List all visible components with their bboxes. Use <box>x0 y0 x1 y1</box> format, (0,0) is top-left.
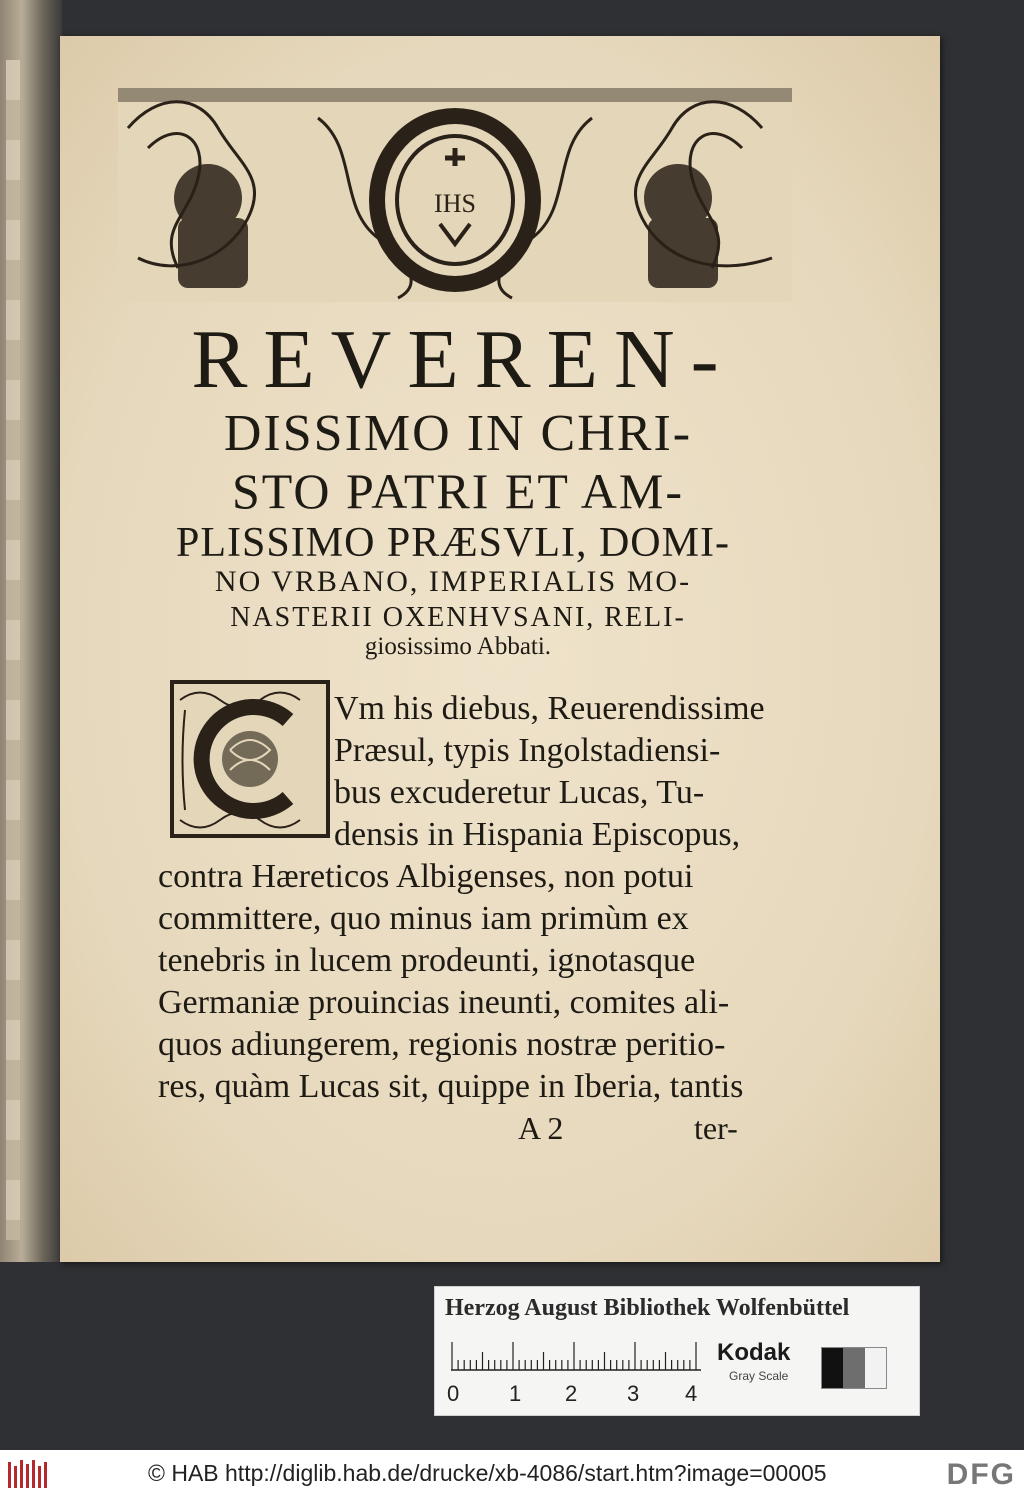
title-line-1: REVEREN- <box>191 313 735 406</box>
book-binding-edge <box>0 0 62 1262</box>
swatch-white <box>865 1348 886 1388</box>
ruler-number-3: 3 <box>627 1381 640 1406</box>
kodak-logo: Kodak <box>717 1339 791 1366</box>
signature-mark: A 2 <box>518 1110 564 1146</box>
body-line-3: bus excuderetur Lucas, Tu- <box>334 774 705 811</box>
hab-logo-icon <box>6 1458 48 1492</box>
ihs-monogram: IHS <box>434 189 476 218</box>
body-line-8: Germaniæ prouincias ineunti, comites ali- <box>158 984 730 1021</box>
footer-bar <box>0 1450 1024 1501</box>
ruler-number-4: 4 <box>685 1381 698 1406</box>
title-line-7: giosissimo Abbati. <box>364 633 552 660</box>
ruler-number-2: 2 <box>565 1381 578 1406</box>
title-line-6: NASTERII OXENHVSANI, RELI- <box>230 602 686 633</box>
footer-credit-link[interactable]: © HAB http://diglib.hab.de/drucke/xb-4086/start.htm?image=00005 <box>148 1460 827 1486</box>
body-line-10: res, quàm Lucas sit, quippe in Iberia, tantis <box>158 1068 744 1105</box>
library-name: Herzog August Bibliothek Wolfenbüttel <box>445 1295 850 1321</box>
body-line-1: Vm his diebus, Reuerendissime <box>334 690 765 727</box>
dfg-logo: DFG <box>946 1458 1016 1491</box>
body-line-6: committere, quo minus iam primùm ex <box>158 900 689 937</box>
decorated-initial-c <box>170 680 330 838</box>
body-line-4: densis in Hispania Episcopus, <box>334 816 741 853</box>
ruler-number-1: 1 <box>509 1381 522 1406</box>
title-line-4: PLISSIMO PRÆSVLI, DOMI- <box>176 520 730 566</box>
body-line-5: contra Hæreticos Albigenses, non potui <box>158 858 694 895</box>
gray-swatches <box>821 1347 887 1389</box>
catchword: ter- <box>694 1110 738 1146</box>
body-line-9: quos adiungerem, regionis nostræ peritio- <box>158 1026 726 1063</box>
body-line-7: tenebris in lucem prodeunti, ignotasque <box>158 942 696 979</box>
woodcut-headpiece <box>118 88 792 302</box>
title-line-2: DISSIMO IN CHRI- <box>223 405 693 462</box>
swatch-gray <box>843 1348 864 1388</box>
ruler-number-0: 0 <box>447 1381 460 1406</box>
previous-page-edge <box>6 60 20 1240</box>
ruler-scale <box>451 1341 701 1371</box>
kodak-gray-scale-card <box>434 1286 920 1416</box>
swatch-black <box>822 1348 843 1388</box>
title-line-5: NO VRBANO, IMPERIALIS MO- <box>214 565 692 598</box>
body-line-2: Præsul, typis Ingolstadiensi- <box>334 732 721 769</box>
gray-scale-label: Gray Scale <box>729 1369 789 1383</box>
title-line-3: STO PATRI ET AM- <box>231 463 685 519</box>
